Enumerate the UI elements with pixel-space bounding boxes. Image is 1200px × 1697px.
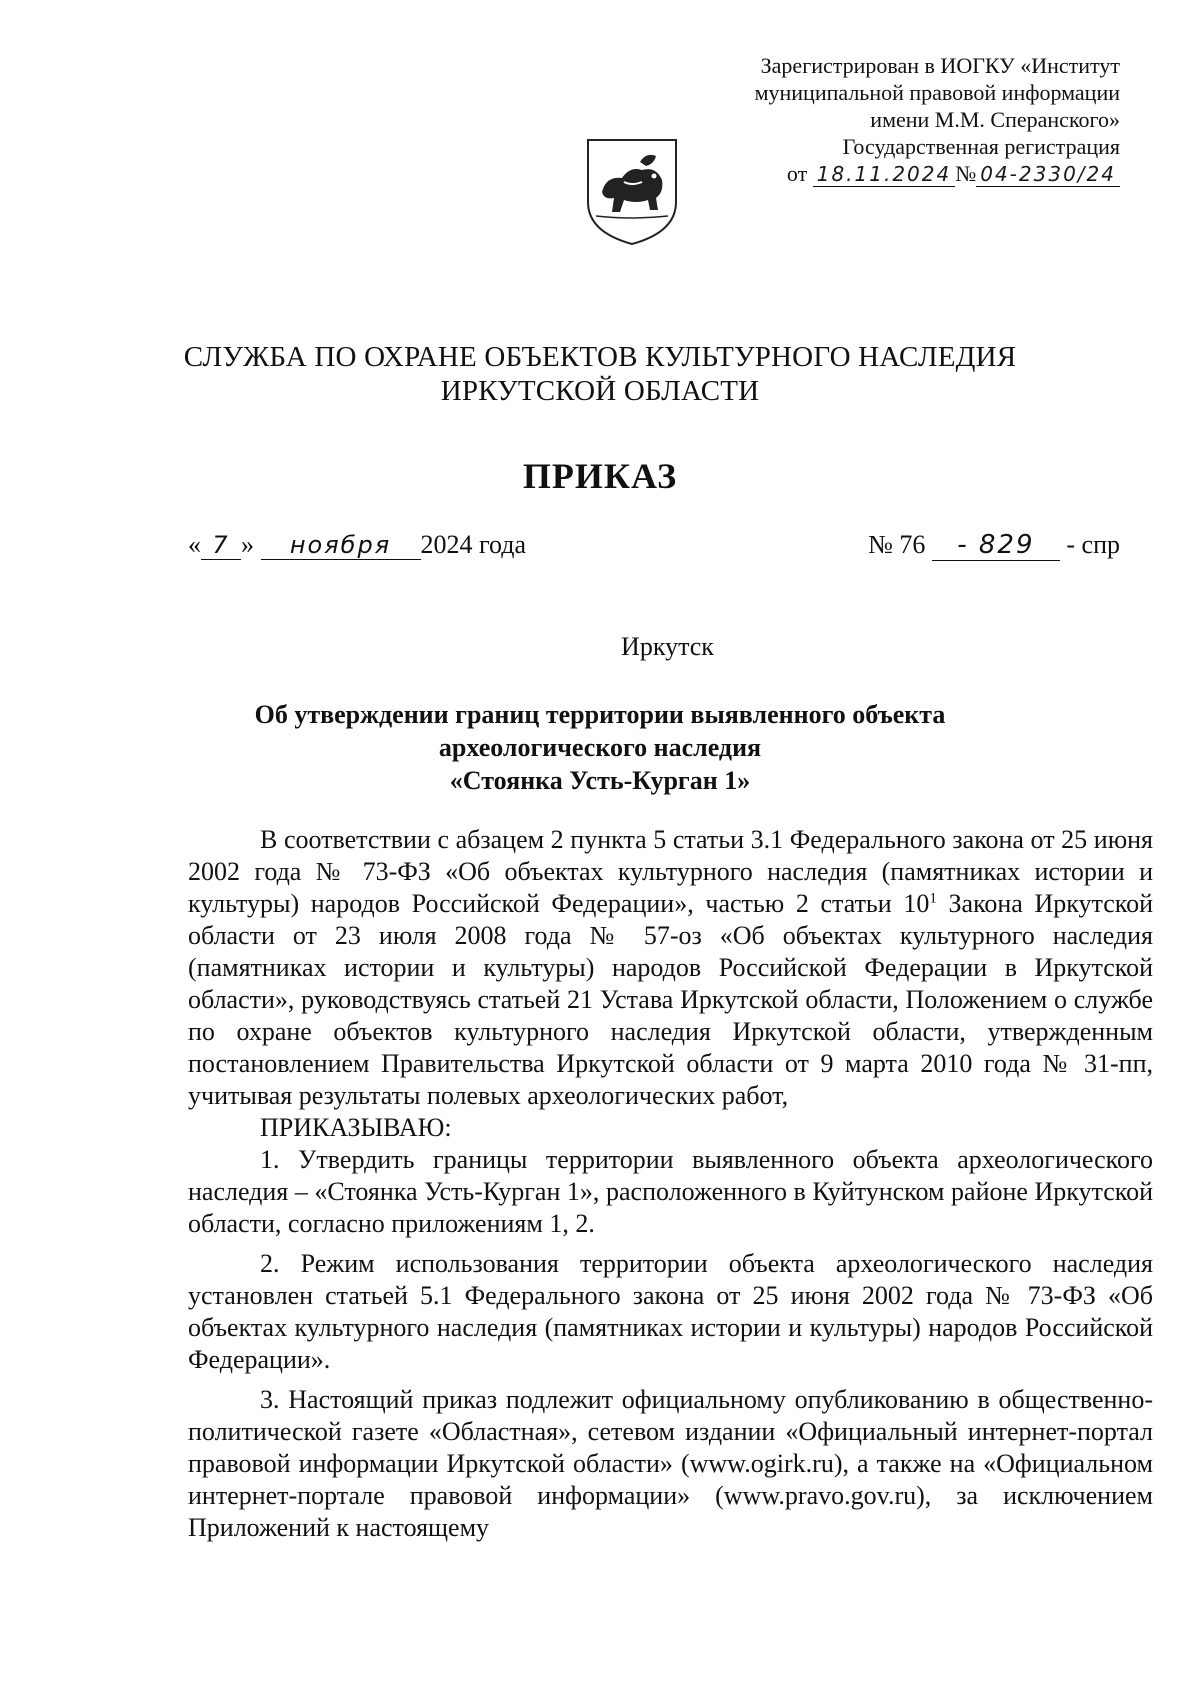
preamble-paragraph (188, 824, 1153, 1112)
item-2: 2. Режим использования территории объекта археологического наследия установлен статьей 5.1 Федерального закона от 25 июня 2002 года № 73-ФЗ «Об объектах культурного наследия (памятниках истории и культуры) народов Российской Федерации». (188, 1249, 1153, 1374)
number-prefix: № 76 (868, 530, 926, 559)
preamble-superscript: 1 (929, 890, 937, 907)
subject-line-1: Об утверждении границ территории выявленного объекта (254, 700, 946, 729)
registration-line-2: муниципальной правовой информации (754, 80, 1120, 105)
authority-line-2: ИРКУТСКОЙ ОБЛАСТИ (440, 375, 760, 407)
number-suffix: - спр (1066, 530, 1120, 559)
subject-line-3: «Стоянка Усть-Курган 1» (449, 766, 751, 795)
document-type: ПРИКАЗ (522, 456, 678, 496)
number-handwritten: - 829 (932, 530, 1060, 561)
date-close-quote: » (241, 530, 254, 559)
registration-date: 18.11.2024 (813, 162, 956, 187)
registration-line-3: имени М.М. Сперанского» (870, 107, 1120, 132)
item-1: 1. Утвердить границы территории выявленного объекта археологического наследия – «Стоянка Усть-Курган 1», расположенного в Куйтунском районе Иркутской области, согласно приложениям 1, 2. (188, 1145, 1153, 1238)
date-year: 2024 года (420, 530, 527, 559)
registration-from-label: от (786, 161, 808, 186)
irkutsk-coat-of-arms-icon (584, 136, 680, 248)
order-word: ПРИКАЗЫВАЮ: (260, 1113, 452, 1142)
order-number (868, 530, 1120, 561)
date-month: ноября (261, 531, 421, 560)
date-day: 7 (201, 531, 241, 560)
registration-stamp (690, 52, 1120, 188)
registration-line-1: Зарегистрирован в ИОГКУ «Институт (760, 53, 1120, 78)
registration-date-number-line (690, 160, 1120, 188)
order-date (188, 530, 526, 560)
authority-line-1: СЛУЖБА ПО ОХРАНЕ ОБЪЕКТОВ КУЛЬТУРНОГО НАСЛЕДИЯ (183, 341, 1017, 373)
item-3: 3. Настоящий приказ подлежит официальному опубликованию в общественно-политической газете «Областная», сетевом издании «Официальный интернет-портал правовой информации Иркутской области» (www.ogirk.ru), а также на «Официальном интернет-портале правовой информации» (www.pravo.gov.ru), за исключением Приложений к настоящему (188, 1385, 1153, 1542)
preamble-text-a: В соответствии с абзацем 2 пункта 5 статьи 3.1 Федерального закона от 25 июня 2002 года № 73-ФЗ «Об объектах культурного наследия (памятниках истории и культуры) народов Российской Федерации», частью 2 статьи 10 (188, 825, 1153, 918)
subject-line-2: археологического наследия (438, 733, 762, 762)
city: Иркутск (621, 632, 714, 661)
registration-line-4: Государственная регистрация (842, 134, 1120, 159)
registration-number-label: № (955, 161, 977, 186)
authority-name (0, 340, 1200, 408)
preamble-text-b: Закона Иркутской области от 23 июля 2008 года № 57-оз «Об объектах культурного наследия (памятниках истории и культуры) народов Российской Федерации в Иркутской области», руководствуясь статьей 21 Устава Иркутской области, Положением о службе по охране объектов культурного наследия Иркутской области, утвержденным постановлением Правительства Иркутской области от 9 марта 2010 года № 31-пп, учитывая результаты полевых археологических работ, (188, 889, 1153, 1110)
document-body (188, 824, 1153, 1544)
document-subject (0, 698, 1200, 797)
registration-number: 04-2330/24 (976, 162, 1120, 187)
date-open-quote: « (188, 530, 201, 559)
